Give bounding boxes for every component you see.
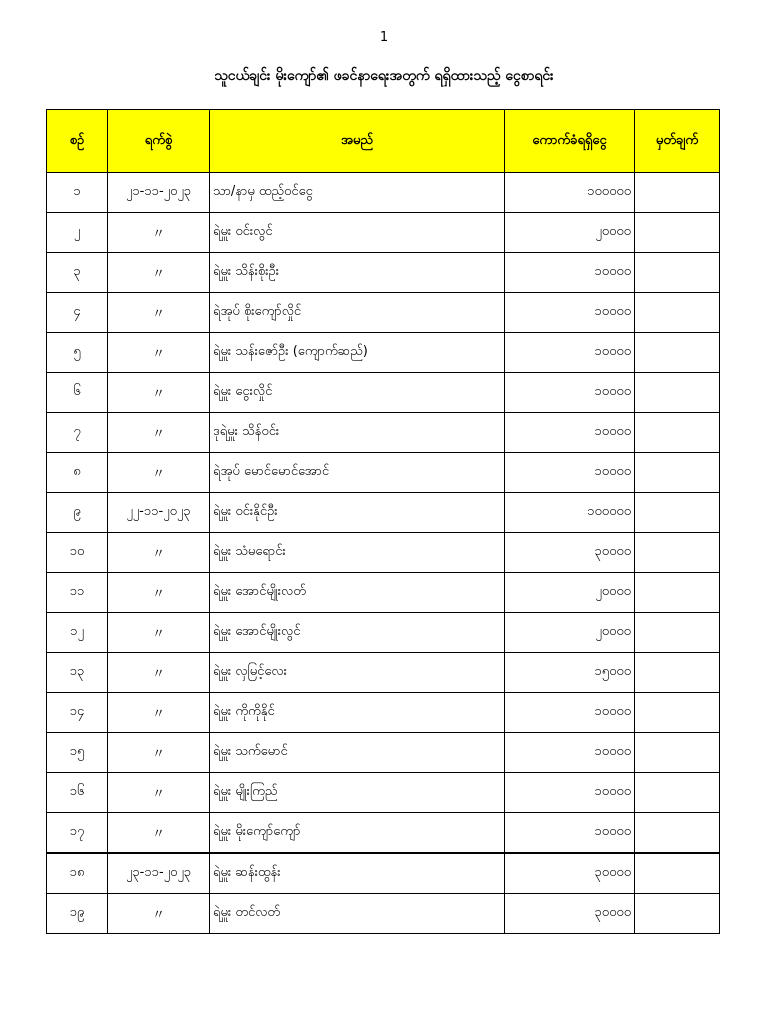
table-row [47, 573, 720, 613]
table-row [47, 773, 720, 813]
cell-no: ၆ [47, 373, 108, 413]
cell-no: ၁၆ [47, 773, 108, 813]
cell-remark [635, 533, 720, 573]
cell-date: ၂၁-၁၁-၂၀၂၃ [108, 173, 210, 213]
table-row [47, 853, 720, 894]
table-body [47, 173, 720, 934]
cell-date: 〃 [108, 773, 210, 813]
table-row [47, 813, 720, 854]
cell-remark [635, 613, 720, 653]
table-row [47, 453, 720, 493]
header-date: ရက်စွဲ [108, 110, 210, 173]
table-row [47, 493, 720, 533]
cell-date: 〃 [108, 453, 210, 493]
cell-no: ၁၇ [47, 813, 108, 854]
header-no: စဉ် [47, 110, 108, 173]
cell-date: 〃 [108, 894, 210, 934]
header-name: အမည် [210, 110, 505, 173]
cell-name: ဒုရဲမှူး သိန်ဝင်း [210, 413, 505, 453]
page-number: 1 [379, 30, 389, 45]
cell-date: 〃 [108, 693, 210, 733]
cell-name: ရဲမှူး ဝင်းလွင် [210, 213, 505, 253]
table-row [47, 733, 720, 773]
cell-name: ရဲမှူး အောင်မျိုးလတ် [210, 573, 505, 613]
document-title: သူငယ်ချင်း မိုးကျော်၏ ဖခင်နာရေးအတွက် ရရှိထားသည့် ငွေစာရင်း [214, 68, 554, 84]
cell-amount: ၃၀၀၀၀ [505, 894, 635, 934]
cell-no: ၁၅ [47, 733, 108, 773]
table-row [47, 653, 720, 693]
table-row [47, 253, 720, 293]
table-row [47, 693, 720, 733]
cell-date: ၂၃-၁၁-၂၀၂၃ [108, 853, 210, 894]
table-row [47, 333, 720, 373]
cell-amount: ၂၀၀၀၀ [505, 213, 635, 253]
cell-no: ၁၃ [47, 653, 108, 693]
cell-remark [635, 413, 720, 453]
cell-name: ရဲမှူး သက်မောင် [210, 733, 505, 773]
cell-amount: ၁၀၀၀၀၀ [505, 493, 635, 533]
cell-date: 〃 [108, 373, 210, 413]
cell-date: 〃 [108, 813, 210, 854]
cell-remark [635, 213, 720, 253]
cell-no: ၇ [47, 413, 108, 453]
cell-date: 〃 [108, 533, 210, 573]
cell-no: ၁ [47, 173, 108, 213]
cell-remark [635, 253, 720, 293]
header-remark: မှတ်ချက် [635, 110, 720, 173]
cell-date: 〃 [108, 613, 210, 653]
cell-date: 〃 [108, 413, 210, 453]
cell-date: 〃 [108, 253, 210, 293]
cell-name: ရဲမှူး ငွေးလှိုင် [210, 373, 505, 413]
cell-remark [635, 373, 720, 413]
cell-date: 〃 [108, 653, 210, 693]
table-header-row [47, 110, 720, 173]
cell-amount: ၁၀၀၀၀ [505, 453, 635, 493]
cell-remark [635, 573, 720, 613]
table-row [47, 293, 720, 333]
cell-no: ၁၈ [47, 853, 108, 894]
cell-remark [635, 853, 720, 894]
table-row [47, 373, 720, 413]
cell-remark [635, 333, 720, 373]
cell-amount: ၁၀၀၀၀ [505, 693, 635, 733]
cell-remark [635, 693, 720, 733]
cell-no: ၄ [47, 293, 108, 333]
cell-no: ၁၀ [47, 533, 108, 573]
cell-amount: ၁၀၀၀၀ [505, 733, 635, 773]
cell-name: ရဲမှူး မျိုးကြည် [210, 773, 505, 813]
cell-amount: ၂၀၀၀၀ [505, 613, 635, 653]
cell-amount: ၁၀၀၀၀ [505, 253, 635, 293]
cell-date: 〃 [108, 213, 210, 253]
cell-remark [635, 813, 720, 854]
cell-amount: ၃၀၀၀၀ [505, 853, 635, 894]
cell-name: ရဲမှူး မိုးကျော်ကျော် [210, 813, 505, 854]
cell-date: ၂၂-၁၁-၂၀၂၃ [108, 493, 210, 533]
cell-name: ရဲမှူး တင်လတ် [210, 894, 505, 934]
cell-remark [635, 173, 720, 213]
cell-no: ၁၂ [47, 613, 108, 653]
cell-amount: ၂၀၀၀၀ [505, 573, 635, 613]
cell-amount: ၃၀၀၀၀ [505, 533, 635, 573]
cell-name: ရဲမှူး အောင်မျိုးလွင် [210, 613, 505, 653]
cell-no: ၃ [47, 253, 108, 293]
cell-remark [635, 653, 720, 693]
cell-remark [635, 733, 720, 773]
cell-name: ရဲမှူး သံမရောင်း [210, 533, 505, 573]
cell-name: ရဲအုပ် မောင်မောင်အောင် [210, 453, 505, 493]
cell-amount: ၁၀၀၀၀ [505, 773, 635, 813]
cell-name: ရဲမှူး ဝင်းနိုင်ဦး [210, 493, 505, 533]
cell-amount: ၁၀၀၀၀ [505, 413, 635, 453]
cell-name: ရဲမှူး ဆန်းထွန်း [210, 853, 505, 894]
cell-amount: ၁၀၀၀၀ [505, 373, 635, 413]
table-row [47, 894, 720, 934]
table-row [47, 613, 720, 653]
cell-remark [635, 773, 720, 813]
header-amount: ကောက်ခံရရှိငွေ [505, 110, 635, 173]
table-row [47, 533, 720, 573]
cell-no: ၈ [47, 453, 108, 493]
cell-remark [635, 493, 720, 533]
cell-amount: ၁၀၀၀၀ [505, 293, 635, 333]
cell-remark [635, 293, 720, 333]
cell-remark [635, 453, 720, 493]
cell-date: 〃 [108, 333, 210, 373]
cell-no: ၁၉ [47, 894, 108, 934]
cell-name: ရဲမှူး သိန်းစိုးဦး [210, 253, 505, 293]
cell-amount: ၁၀၀၀၀၀ [505, 173, 635, 213]
cell-no: ၂ [47, 213, 108, 253]
cell-name: ရဲမှူး ကိုကိုနိုင် [210, 693, 505, 733]
cell-amount: ၁၀၀၀၀ [505, 333, 635, 373]
cell-remark [635, 894, 720, 934]
table-row [47, 213, 720, 253]
table-row [47, 413, 720, 453]
cell-name: သာ/နာမှ ထည့်ဝင်ငွေ [210, 173, 505, 213]
cell-no: ၉ [47, 493, 108, 533]
cell-date: 〃 [108, 733, 210, 773]
cell-no: ၁၄ [47, 693, 108, 733]
cell-no: ၅ [47, 333, 108, 373]
cell-date: 〃 [108, 573, 210, 613]
donation-table [46, 109, 720, 934]
cell-name: ရဲမှူး လှမြင့်လေး [210, 653, 505, 693]
cell-amount: ၁၀၀၀၀ [505, 813, 635, 854]
cell-amount: ၁၅၀၀၀ [505, 653, 635, 693]
cell-date: 〃 [108, 293, 210, 333]
cell-no: ၁၁ [47, 573, 108, 613]
cell-name: ရဲအုပ် စိုးကျော်လှိုင် [210, 293, 505, 333]
cell-name: ရဲမှူး သန်းဇော်ဦး (ကျောက်ဆည်) [210, 333, 505, 373]
table-row [47, 173, 720, 213]
